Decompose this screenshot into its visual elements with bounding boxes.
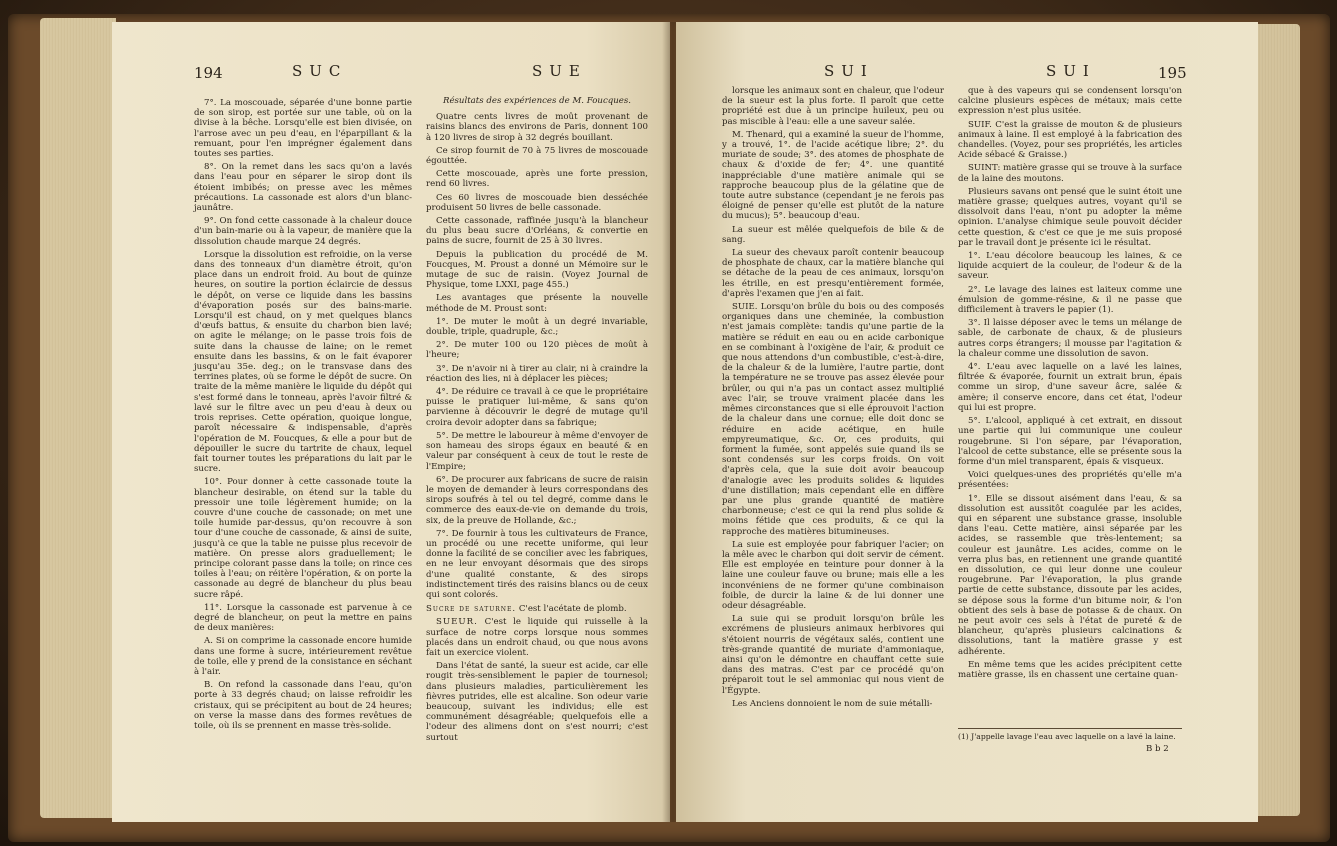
left-page-edges <box>40 18 116 818</box>
right-page <box>676 22 1258 822</box>
left-page <box>112 22 670 822</box>
left-col2-paragraph: 2°. De muter 100 ou 120 pièces de moût à l'heure; <box>426 340 648 361</box>
left-col1-paragraph: 10°. Pour donner à cette cassonade toute la blancheur desirable, on étend sur la table du pressoir une toile légèrement humide; on la couvre d'une couche de cassonade; on met une toile humide par-dessus, qu'on recouvre à son tour d'une couche de cassonade, & ainsi de suite, jusqu'à ce que la table ne puisse plus recevoir de matière. On presse alors graduellement; le principe colorant passe dans la toile; on rince ces toiles à l'eau; on réitère l'opération, & on porte la cassonade au degré de blancheur du plus beau sucre râpé. <box>194 477 412 600</box>
left-col2-paragraph: Depuis la publication du procédé de M. Foucques, M. Proust a donné un Mémoire sur le mutage de suc de raisin. (Voyez Journal de Physique, tome LXXI, page 455.) <box>426 249 648 291</box>
right-col2-paragraph: 2°. Le lavage des laines est laiteux comme une émulsion de gomme-résine, & il ne passe que difficilement à travers le papier (1). <box>958 284 1182 316</box>
signature-mark: B b 2 <box>1146 744 1169 754</box>
footnote: (1) J'appelle lavage l'eau avec laquelle on a lavé la laine. <box>958 732 1176 741</box>
right-column-1 <box>722 86 944 798</box>
right-col1-paragraph: La suie est employée pour fabriquer l'acier; on la mêle avec le charbon qui doit servir de cément. Elle est employée en teinture pour donner à la laine une couleur fauve ou brune; mais elle a les inconvéniens de ne former qu'une combinaison foible, de durcir la laine & de lui donner une odeur désagréable. <box>722 539 944 611</box>
left-column-2 <box>426 96 648 796</box>
left-col2-paragraph: Ces 60 livres de moscouade bien desséchée produisent 50 livres de belle cassonade. <box>426 192 648 213</box>
right-col1-paragraph: SUIE. Lorsqu'on brûle du bois ou des composés organiques dans une cheminée, la combustion n'est jamais complète: tandis qu'une partie de la matière se réduit en eau ou en acide carbonique en se combinant à l'oxigène de l'air, & produit ce que nous attendons d'un combustible, c'est-à-dire, de la chaleur & de la lumière, l'autre partie, dont la température ne se trouve pas assez élevée pour brûler, ou qui n'a pas un contact assez multiplié avec l'air, se trouve vraiment placée dans les mêmes circonstances que si elle éprouvoit l'action de la chaleur dans une cornue; elle doit donc se réduire en acide acétique, en huile empyreumatique, &c. Or, ces produits, qui forment la fumée, sont appelés suie quand ils se sont condensés sur les corps froids. On voit d'après cela, que la suie doit avoir beaucoup d'analogie avec les produits solides & liquides d'une distillation; mais cependant elle en diffère par une plus grande quantité de matière charbonneuse; c'est ce qui la rend plus solide & moins fétide que ces produits, & ce qui la rapproche des matières bitumineuses. <box>722 302 944 537</box>
right-col2-paragraph: 5°. L'alcool, appliqué à cet extrait, en dissout une partie qui lui communique une couleur rougebrune. Si l'on sépare, par l'évaporation, l'alcool de cette substance, elle se présente sous la forme d'un miel transparent, épais & visqueux. <box>958 416 1182 467</box>
right-col2-paragraph: SUIF. C'est la graisse de mouton & de plusieurs animaux à laine. Il est employé à la fabrication des chandelles. (Voyez, pour ses propriétés, les articles Acide sébacé & Graisse.) <box>958 119 1182 161</box>
right-col1-paragraph: La sueur est mêlée quelquefois de bile & de sang. <box>722 224 944 245</box>
right-col1-paragraph: La suie qui se produit lorsqu'on brûle les excrémens de plusieurs animaux herbivores qui s'étoient nourris de végétaux salés, contient une très-grande quantité de muriate d'ammoniaque, ainsi qu'on le démontre en chauffant cette suie dans des matras. C'est par ce procédé qu'on préparoit tout le sel ammoniac qui nous vient de l'Égypte. <box>722 614 944 696</box>
left-col2-paragraph: 4°. De réduire ce travail à ce que le propriétaire puisse le pratiquer lui-même, & sans qu'on parvienne à découvrir le degré de mutage qu'il croira devoir adopter dans sa fabrique; <box>426 387 648 428</box>
sueur-body-2: Dans l'état de santé, la sueur est acide, car elle rougit très-sensiblement le papier de tournesol; dans plusieurs maladies, particulièrement les fièvres putrides, elle est alcaline. Son odeur varie beaucoup, suivant les individus; elle est communément désagréable; quelquefois elle a l'odeur des alimens dont on s'est nourri; c'est surtout <box>426 661 648 743</box>
footnote-rule <box>958 728 1182 729</box>
left-col2-paragraph: 3°. De n'avoir ni à tirer au clair, ni à craindre la réaction des lies, ni à déplacer les pièces; <box>426 363 648 384</box>
left-col1-paragraph: Lorsque la dissolution est refroidie, on la verse dans des tonneaux d'un diamètre étroit, qu'on place dans un endroit froid. Au bout de quinze heures, on soutire la portion éclaircie de dessus le dépôt, on verse ce liquide dans les bassins d'évaporation posés sur des bains-marie. Lorsqu'il est chaud, on y met quelques blancs d'œufs battus, & ensuite du charbon bien lavé; on agite le mélange; on le passe trois fois de suite dans la chausse de laine; on le remet ensuite dans les bassins, & on le fait évaporer jusqu'au 35e. deg.; on le transvase dans des terrines plates, où se forme le dépôt de sucre. On traite de la même manière le liquide du dépôt qui s'est formé dans le tonneau, après l'avoir filtré & lavé sur le filtre avec un peu d'eau à deux ou trois reprises. Cette opération, quoique longue, paroît nécessaire & indispensable, d'après l'opération de M. Foucques, & elle a pour but de dépouiller le sucre du tartrite de chaux, lequel fait tourner toutes les préparations du lait par le sucre. <box>194 249 412 475</box>
left-running-head-1: SUC <box>292 62 348 80</box>
right-col2-paragraph: 1°. L'eau décolore beaucoup les laines, & ce liquide acquiert de la couleur, de l'odeur & de la saveur. <box>958 251 1182 282</box>
sucre-saturne-entry <box>426 604 648 614</box>
left-page-number: 194 <box>194 64 223 82</box>
left-column-1 <box>194 98 412 731</box>
right-page-number: 195 <box>1158 64 1187 82</box>
left-col1-paragraph: 8°. On la remet dans les sacs qu'on a lavés dans l'eau pour en séparer le sirop dont ils étoient imbibés; on presse avec les mêmes précautions. La cassonade est alors d'un blanc-jaunâtre. <box>194 162 412 214</box>
left-col1-paragraph: B. On refond la cassonade dans l'eau, qu'on porte à 33 degrés chaud; on laisse refroidir les cristaux, qui se précipitent au bout de 24 heures; on verse la masse dans des formes revêtues de toile, où ils se prennent en masse très-solide. <box>194 680 412 731</box>
right-col2-paragraph: Voici quelques-unes des propriétés qu'elle m'a présentées: <box>958 470 1182 491</box>
left-col2-paragraph: 5°. De mettre le laboureur à même d'envoyer de son hameau des sirops égaux en beauté & en valeur par conséquent à ceux de tout le reste de l'Empire; <box>426 430 648 472</box>
left-col1-paragraph: A. Si on comprime la cassonade encore humide dans une forme à sucre, intérieurement revêtue de toile, elle y prend de la consistance en séchant à l'air. <box>194 636 412 677</box>
left-col1-paragraph: 7°. La moscouade, séparée d'une bonne partie de son sirop, est portée sur une table, où on la divise à la bêche. Lorsqu'elle est bien divisée, on l'arrose avec un peu d'eau, en l'éparpillant & la remuant, pour l'en imprégner également dans toutes ses parties. <box>194 98 412 160</box>
left-col2-paragraph: Quatre cents livres de moût provenant de raisins blancs des environs de Paris, donnent 100 à 120 livres de sirop à 32 degrés bouillant. <box>426 112 648 143</box>
left-col2-paragraph: Cette moscouade, après une forte pression, rend 60 livres. <box>426 169 648 190</box>
right-running-head-1: SUI <box>824 62 874 80</box>
right-col1-paragraph: La sueur des chevaux paroît contenir beaucoup de phosphate de chaux, car la matière blanche qui se détache de la peau de ces animaux, lorsqu'on les étrille, en est presqu'entièrement formée, d'après l'examen que j'en ai fait. <box>722 248 944 299</box>
left-col2-paragraph: Ce sirop fournit de 70 à 75 livres de moscouade égouttée. <box>426 145 648 167</box>
right-col1-paragraph: M. Thenard, qui a examiné la sueur de l'homme, y a trouvé, 1°. de l'acide acétique libre; 2°. du muriate de soude; 3°. des atomes de phosphate de chaux & d'oxide de fer; 4°. une quantité inappréciable d'une matière animale qui se rapproche beaucoup plus de la gélatine que de toute autre substance (cependant je ne ferois pas éloigné de penser qu'elle est plutôt de la nature du mucus); 5°. beaucoup d'eau. <box>722 129 944 222</box>
right-col1-paragraph: lorsque les animaux sont en chaleur, que l'odeur de la sueur est la plus forte. Il paroît que cette propriété est due à un principe huileux, peu ou pas miscible à l'eau: elle a une saveur salée. <box>722 86 944 127</box>
sueur-entry <box>426 617 648 658</box>
left-column-2-paragraphs <box>426 112 648 600</box>
right-page-edges <box>1256 24 1300 816</box>
left-col1-paragraph: 11°. Lorsque la cassonade est parvenue à ce degré de blancheur, on peut la mettre en pains de deux manières: <box>194 602 412 634</box>
right-col2-paragraph: que à des vapeurs qui se condensent lorsqu'on calcine plusieurs espèces de métaux; mais cette expression n'est plus usitée. <box>958 86 1182 117</box>
left-col1-paragraph: 9°. On fond cette cassonade à la chaleur douce d'un bain-marie ou à la vapeur, de manière que la dissolution chaude marque 24 degrés. <box>194 216 412 247</box>
right-running-head-2: SUI <box>1046 62 1096 80</box>
left-col2-paragraph: Cette cassonade, raffinée jusqu'à la blancheur du plus beau sucre d'Orléans, & convertie en pains de sucre, fournit de 25 à 30 livres. <box>426 216 648 247</box>
right-col2-paragraph: 3°. Il laisse déposer avec le tems un mélange de sable, de carbonate de chaux, & de plusieurs autres corps étrangers; il mousse par l'agitation & la chaleur comme une dissolution de savon. <box>958 318 1182 359</box>
right-column-2 <box>958 86 1182 722</box>
sueur-title: SUEUR. <box>436 617 478 628</box>
right-col2-paragraph: SUINT: matière grasse qui se trouve à la surface de la laine des moutons. <box>958 163 1182 184</box>
left-col2-paragraph: 7°. De fournir à tous les cultivateurs de France, un procédé ou une recette uniforme, qui leur donne la facilité de se concilier avec les fabriques, en ne leur envoyant désormais que des sirops d'une qualité constante, & des sirops indistinctement tirés des raisins blancs ou de ceux qui sont colorés. <box>426 528 648 600</box>
sueur-body-1: C'est le liquide qui ruisselle à la surface de notre corps lorsque nous sommes placés dans un endroit chaud, ou que nous avons fait un exercice violent. <box>426 617 649 658</box>
left-col2-paragraph: 1°. De muter le moût à un degré invariable, double, triple, quadruple, &c.; <box>426 316 648 338</box>
results-heading: Résultats des expériences de M. Foucques. <box>442 96 632 106</box>
left-running-head-2: SUE <box>532 62 587 80</box>
right-col1-paragraph: Les Anciens donnoient le nom de suie métalli- <box>732 698 933 709</box>
right-col2-paragraph: 1°. Elle se dissout aisément dans l'eau, & sa dissolution est aussitôt coagulée par les acides, qui en séparent une substance grasse, insoluble dans l'eau. Cette matière, ainsi séparée par les acides, se rassemble que très-lentement; sa couleur est jaunâtre. Les acides, comme on le verra plus bas, en retiennent une grande quantité en dissolution, ce qui leur donne une couleur rougebrune. Par l'évaporation, la plus grande partie de cette substance, dissoute par les acides, se dépose sous la forme d'un bitume noir, & l'on obtient des sels à base de potasse & de chaux. On ne peut avoir ces sels à l'état de pureté & de blancheur, qu'après plusieurs calcinations & dissolutions, tant la matière grasse y est adhérente. <box>958 493 1182 657</box>
right-col2-paragraph: Plusieurs savans ont pensé que le suint étoit une matière grasse; quelques autres, voyant qu'il se dissolvoit dans l'eau, n'ont pu adopter la même opinion. L'analyse chimique seule pouvoit décider cette question, & c'est ce que je me suis proposé par le travail dont je présente ici le résultat. <box>958 186 1182 248</box>
left-col2-paragraph: 6°. De procurer aux fabricans de sucre de raisin le moyen de demander à leurs correspondans des sirops soufrés à tel ou tel degré, comme dans le commerce des eaux-de-vie on demande du trois, six, de la preuve de Hollande, &c.; <box>426 474 648 526</box>
right-col2-paragraph: En même tems que les acides précipitent cette matière grasse, ils en chassent une certaine quan- <box>958 659 1182 680</box>
left-col2-paragraph: Les avantages que présente la nouvelle méthode de M. Proust sont: <box>426 293 648 314</box>
right-col2-paragraph: 4°. L'eau avec laquelle on a lavé les laines, filtrée & évaporée, fournit un extrait brun, épais comme un sirop, d'une saveur âcre, salée & amère; il conserve encore, dans cet état, l'odeur qui lui est propre. <box>958 362 1182 413</box>
sucre-saturne-body: C'est l'acétate de plomb. <box>518 604 627 615</box>
sucre-saturne-title: Sucre de saturne. <box>426 604 517 615</box>
